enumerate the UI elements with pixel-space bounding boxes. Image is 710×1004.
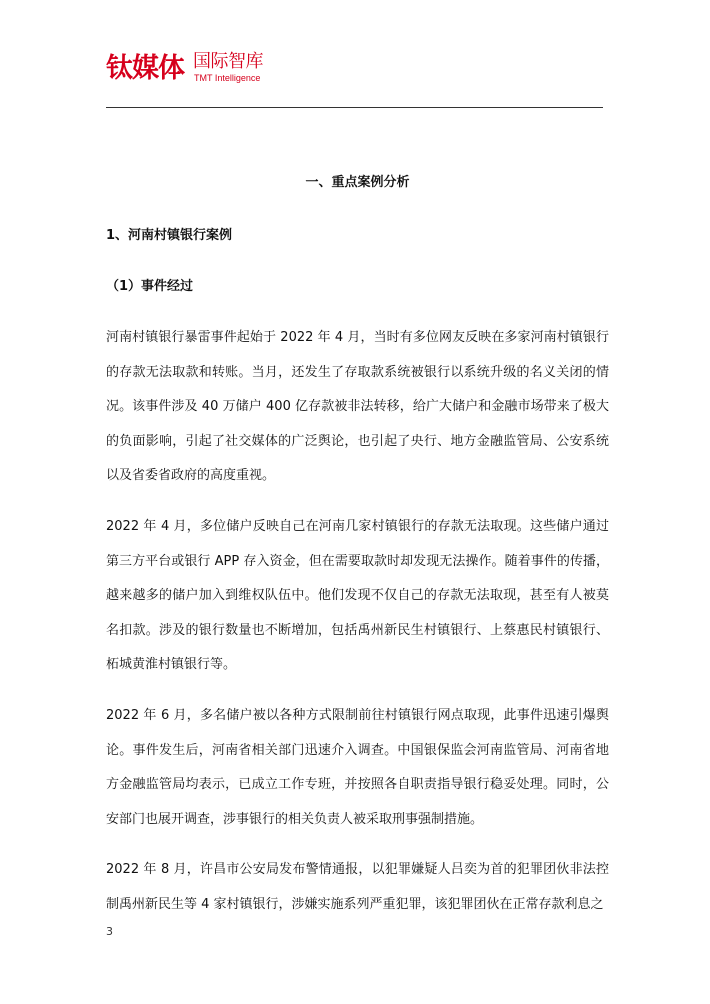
paragraph: 2022 年 8 月，许昌市公安局发布警情通报，以犯罪嫌疑人吕奕为首的犯罪团伙非法控制禹州新民生等 4 家村镇银行，涉嫌实施系列严重犯罪，该犯罪团伙在正常存款利息之 <box>106 862 609 912</box>
brand-logo-english: TMT Intelligence <box>194 73 261 83</box>
section-title: 一、重点案例分析 <box>305 175 410 190</box>
brand-logo-subtitle: 国际智库 <box>193 51 263 72</box>
brand-logo-main: 钛媒体 <box>106 53 184 84</box>
paragraph: 河南村镇银行暴雷事件起始于 2022 年 4 月，当时有多位网友反映在多家河南村镇银行的存款无法取款和转账。当月，还发生了存取款系统被银行以系统升级的名义关闭的情况。该事件涉及 40 万储户 400 亿存款被非法转移，给广大储户和金融市场带来了极大的负面影响，引起了社交媒体的广泛舆论，也引起了央行、地方金融监管局、公安系统以及省委省政府的高度重视。 <box>106 330 609 484</box>
paragraph: 2022 年 6 月，多名储户被以各种方式限制前往村镇银行网点取现，此事件迅速引爆舆论。事件发生后，河南省相关部门迅速介入调查。中国银保监会河南监管局、河南省地方金融监管局均表示，已成立工作专班，并按照各自职责指导银行稳妥处理。同时，公安部门也展开调查，涉事银行的相关负责人被采取刑事强制措施。 <box>106 707 609 827</box>
header-divider <box>106 107 603 108</box>
page-header <box>106 50 606 92</box>
case-title: 1、河南村镇银行案例 <box>106 228 233 243</box>
page-number: 3 <box>106 925 113 938</box>
subsection-title: （1）事件经过 <box>106 279 194 294</box>
document-body <box>106 166 609 939</box>
paragraph: 2022 年 4 月，多位储户反映自己在河南几家村镇银行的存款无法取现。这些储户通过第三方平台或银行 APP 存入资金，但在需要取款时却发现无法操作。随着事件的传播，越来越多的储户加入到维权队伍中。他们发现不仅自己的存款无法取现，甚至有人被莫名扣款。涉及的银行数量也不断增加，包括禹州新民生村镇银行、上蔡惠民村镇银行、柘城黄淮村镇银行等。 <box>106 518 609 673</box>
